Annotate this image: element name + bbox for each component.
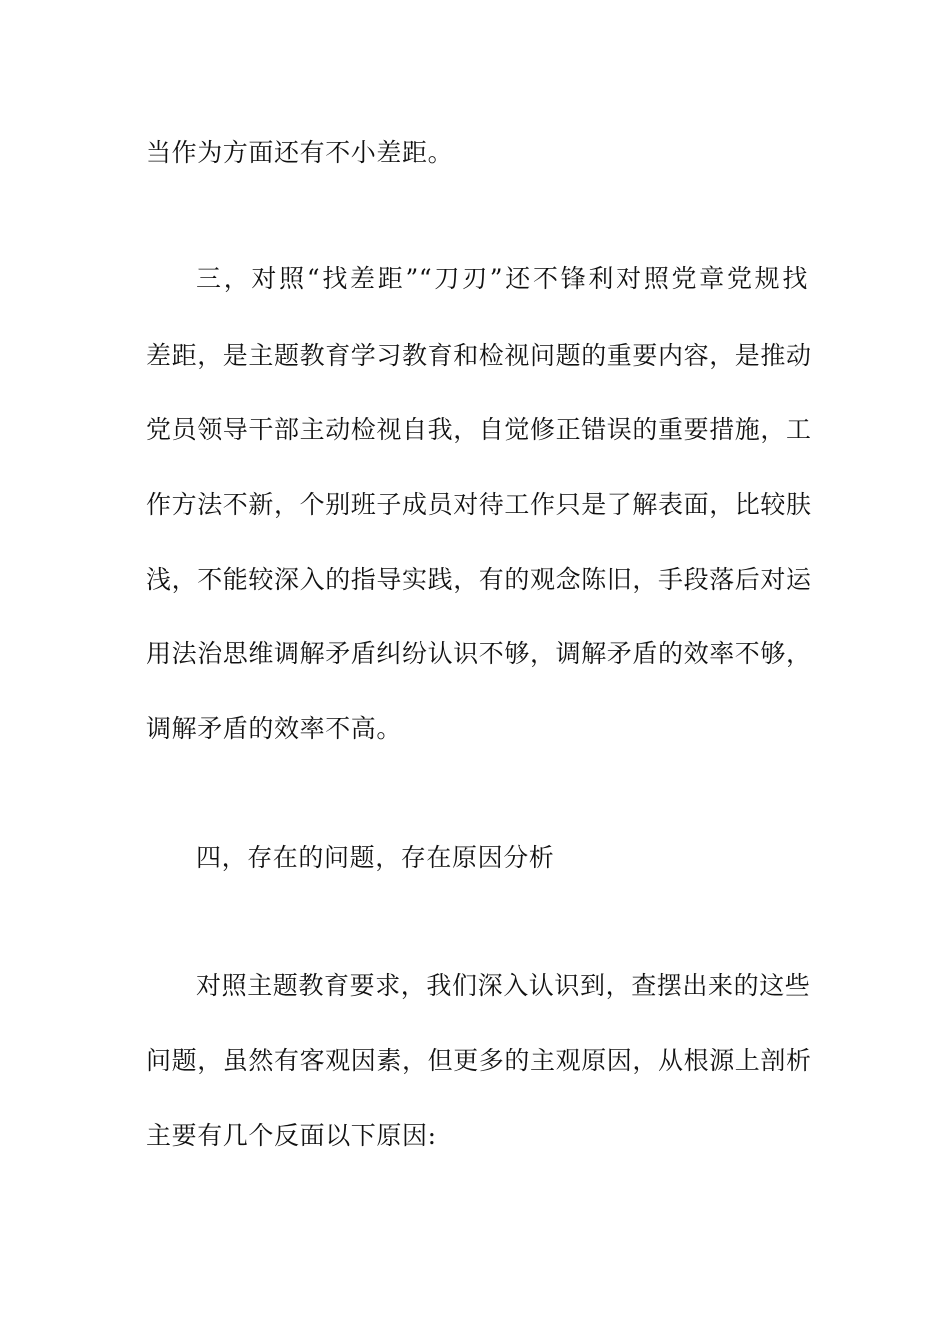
paragraph-line: 问题，虽然有客观因素，但更多的主观原因，从根源上剖析 <box>146 1046 812 1075</box>
section-heading-four: 四，存在的问题，存在原因分析 <box>196 843 555 872</box>
paragraph-line: 作方法不新，个别班子成员对待工作只是了解表面，比较肤 <box>146 490 812 519</box>
paragraph-line: 用法治思维调解矛盾纠纷认识不够，调解矛盾的效率不够， <box>146 639 812 668</box>
paragraph-line: 当作为方面还有不小差距。 <box>146 138 454 167</box>
paragraph-line: 调解矛盾的效率不高。 <box>146 714 403 743</box>
paragraph-line: 差距，是主题教育学习教育和检视问题的重要内容，是推动 <box>146 341 812 370</box>
paragraph-line: 党员领导干部主动检视自我，自觉修正错误的重要措施，工 <box>146 415 812 444</box>
section-heading-three: 三，对照“找差距”“刀刃”还不锋利对照党章党规找 <box>196 264 808 293</box>
paragraph-line: 主要有几个反面以下原因: <box>146 1121 437 1150</box>
paragraph-line: 浅，不能较深入的指导实践，有的观念陈旧，手段落后对运 <box>146 565 812 594</box>
paragraph-line: 对照主题教育要求，我们深入认识到，查摆出来的这些 <box>196 971 811 1000</box>
